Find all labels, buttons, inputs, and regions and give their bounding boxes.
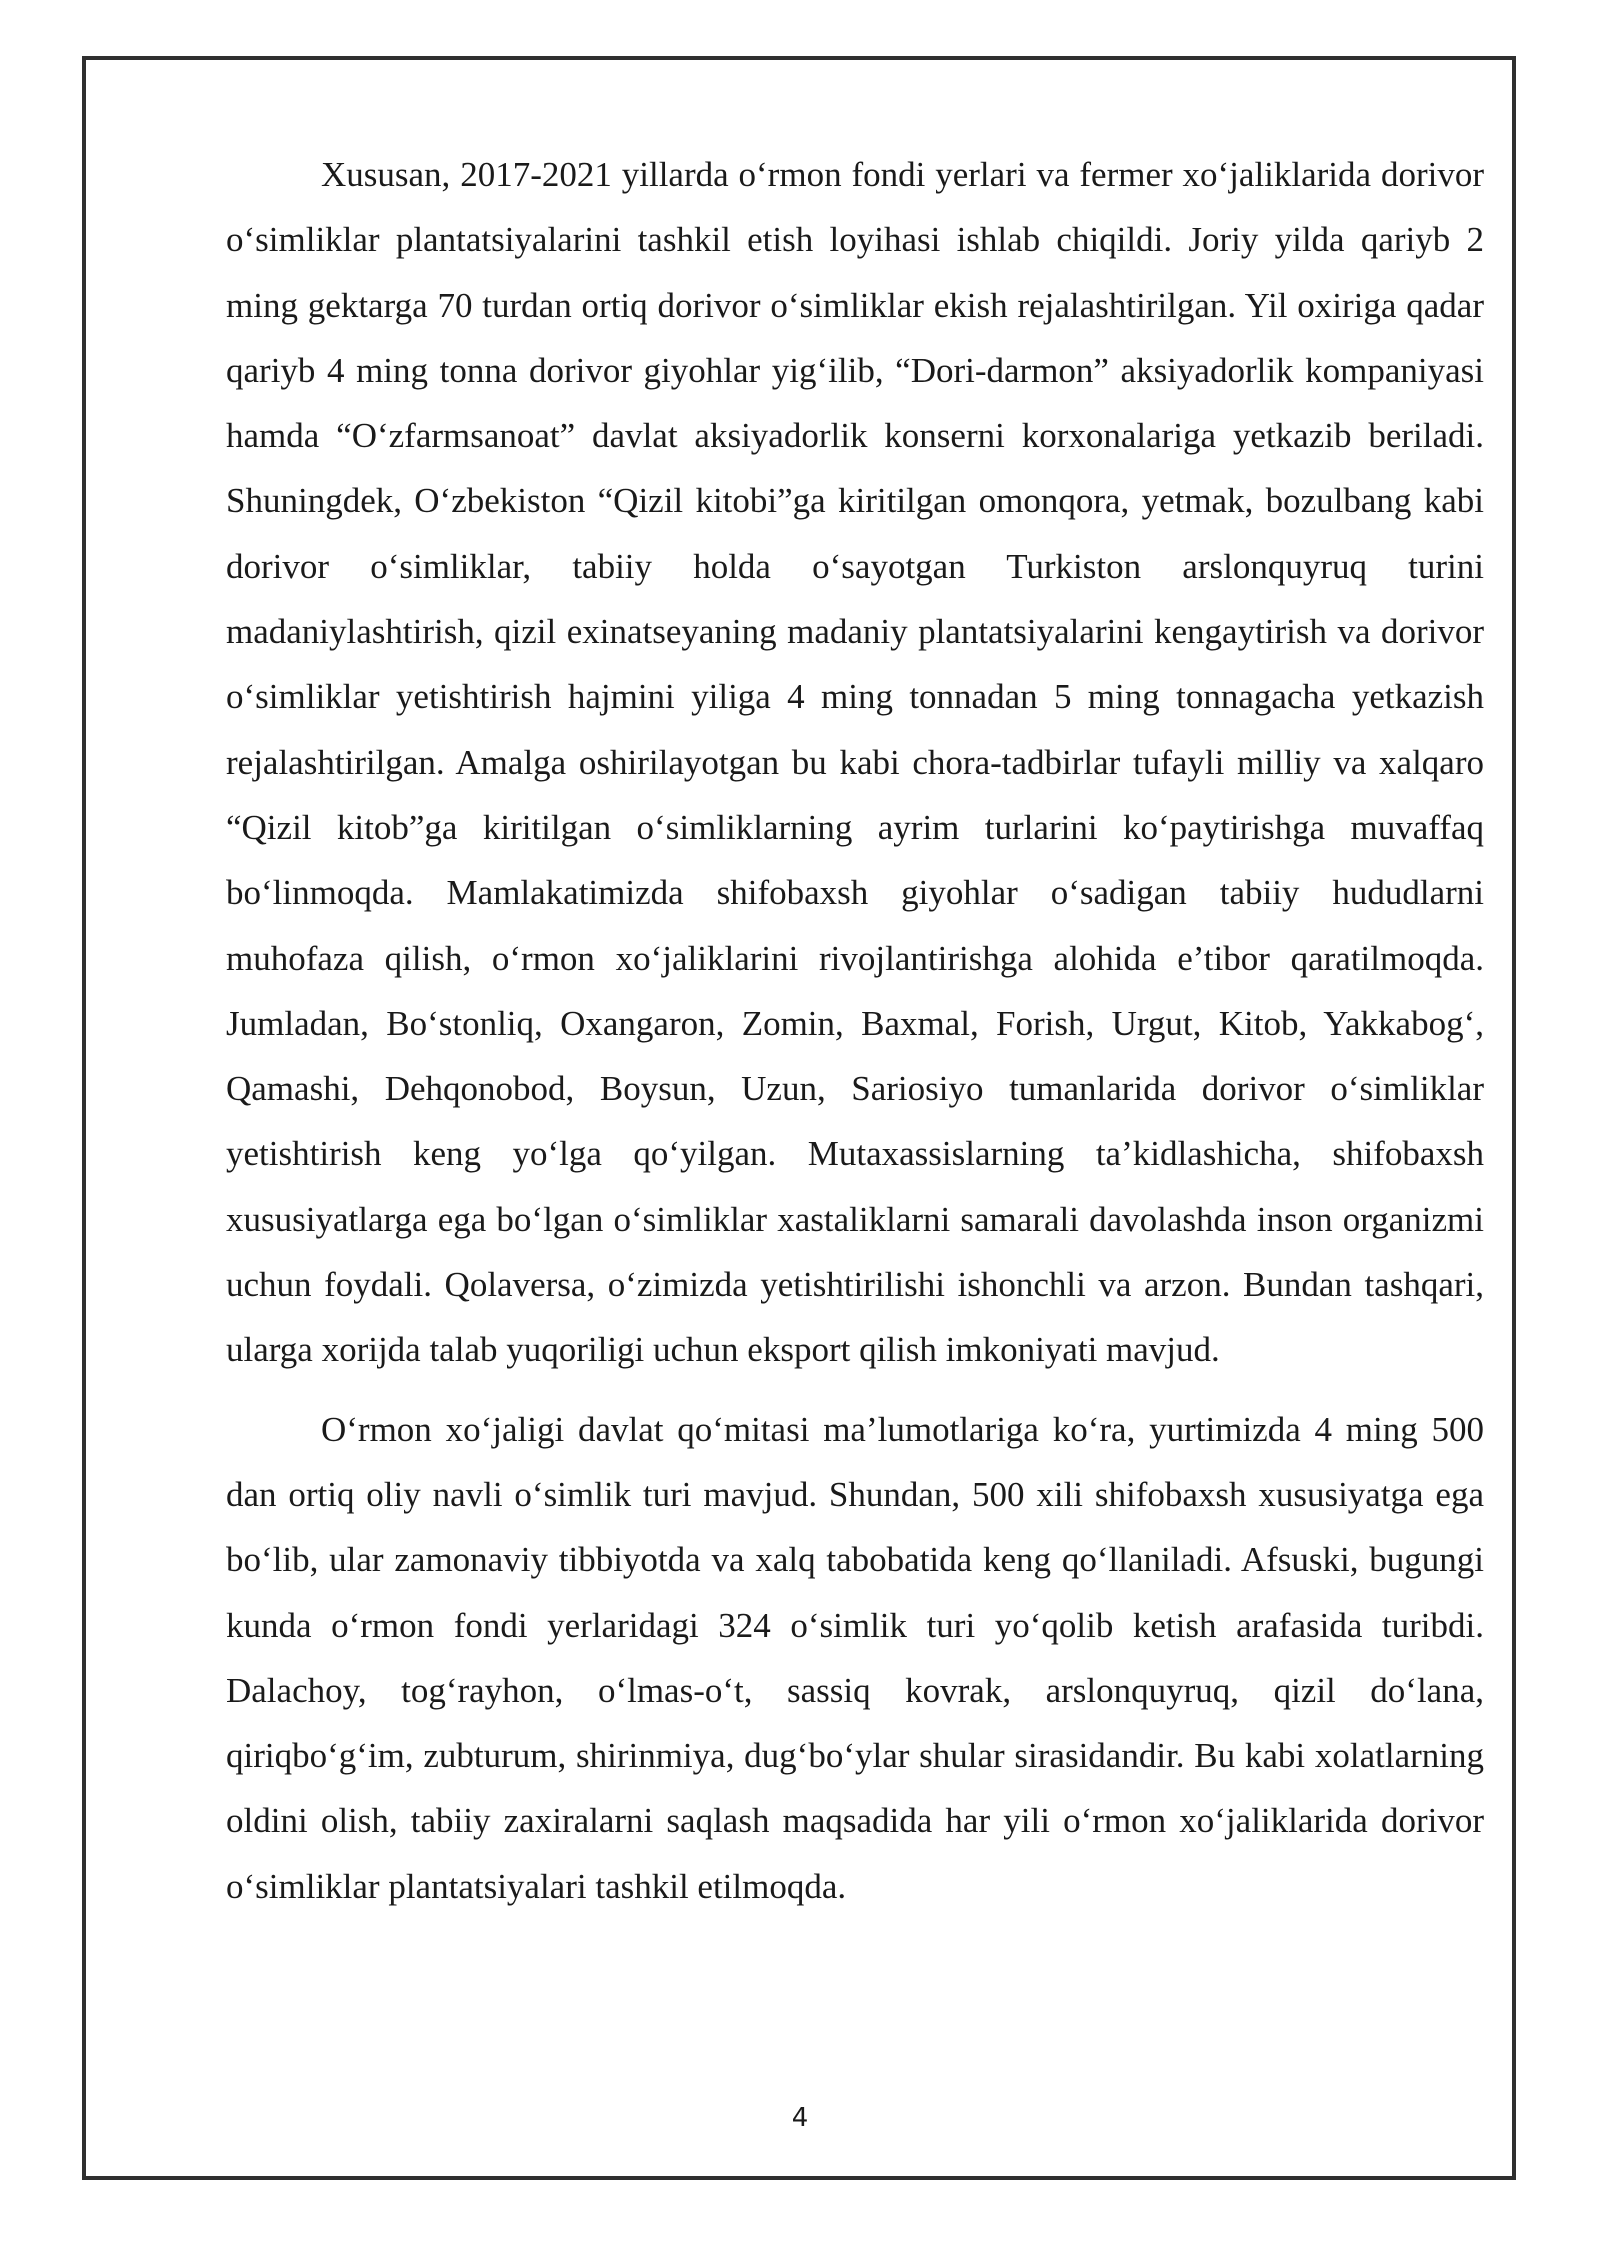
paragraph-1: Xususan, 2017-2021 yillarda o‘rmon fondi yerlari va fermer xo‘jaliklarida dorivor o‘simliklar plantatsiyalarini tashkil etish loyihasi ishlab chiqildi. Joriy yilda qariyb 2 ming gektarga 70 turdan ortiq dorivor o‘simliklar ekish rejalashtirilgan. Yil oxiriga qadar qariyb 4 ming tonna dorivor giyohlar yig‘ilib, “Dori-darmon” aksiyadorlik kompaniyasi hamda “O‘zfarmsanoat” davlat aksiyadorlik konserni korxonalariga yetkazib beriladi. Shuningdek, O‘zbekiston “Qizil kitobi”ga kiritilgan omonqora, yetmak, bozulbang kabi dorivor o‘simliklar, tabiiy holda o‘sayotgan Turkiston arslonquyruq turini madaniylashtirish, qizil exinatseyaning madaniy plantatsiyalarini kengaytirish va dorivor o‘simliklar yetishtirish hajmini yiliga 4 ming tonnadan 5 ming tonnagacha yetkazish rejalashtirilgan. Amalga oshirilayotgan bu kabi chora-tadbirlar tufayli milliy va xalqaro “Qizil kitob”ga kiritilgan o‘simliklarning ayrim turlarini ko‘paytirishga muvaffaq bo‘linmoqda. Mamlakatimizda shifobaxsh giyohlar o‘sadigan tabiiy hududlarni muhofaza qilish, o‘rmon xo‘jaliklarini rivojlantirishga alohida e’tibor qaratilmoqda. Jumladan, Bo‘stonliq, Oxangaron, Zomin, Baxmal, Forish, Urgut, Kitob, Yakkabog‘, Qamashi, Dehqonobod, Boysun, Uzun, Sariosiyo tumanlarida dorivor o‘simliklar yetishtirish keng yo‘lga qo‘yilgan. Mutaxassislarning ta’kidlashicha, shifobaxsh xususiyatlarga ega bo‘lgan o‘simliklar xastaliklarni samarali davolashda inson organizmi uchun foydali. Qolaversa, o‘zimizda yetishtirilishi ishonchli va arzon. Bundan tashqari, ularga xorijda talab yuqoriligi uchun eksport qilish imkoniyati mavjud. (226, 155, 1484, 1370)
paragraph-2: O‘rmon xo‘jaligi davlat qo‘mitasi ma’lumotlariga ko‘ra, yurtimizda 4 ming 500 dan ortiq oliy navli o‘simlik turi mavjud. Shundan, 500 xili shifobaxsh xususiyatga ega bo‘lib, ular zamonaviy tibbiyotda va xalq tabobatida keng qo‘llaniladi. Afsuski, bugungi kunda o‘rmon fondi yerlaridagi 324 o‘simlik turi yo‘qolib ketish arafasida turibdi. Dalachoy, tog‘rayhon, o‘lmas-o‘t, sassiq kovrak, arslonquyruq, qizil do‘lana, qiriqbo‘g‘im, zubturum, shirinmiya, dug‘bo‘ylar shular sirasidandir. Bu kabi xolatlarning oldini olish, tabiiy zaxiralarni saqlash maqsadida har yili o‘rmon xo‘jaliklarida dorivor o‘simliklar plantatsiyalari tashkil etilmoqda. (226, 1409, 1484, 1906)
document-body (226, 142, 1484, 1919)
page-number: 4 (791, 2103, 809, 2133)
